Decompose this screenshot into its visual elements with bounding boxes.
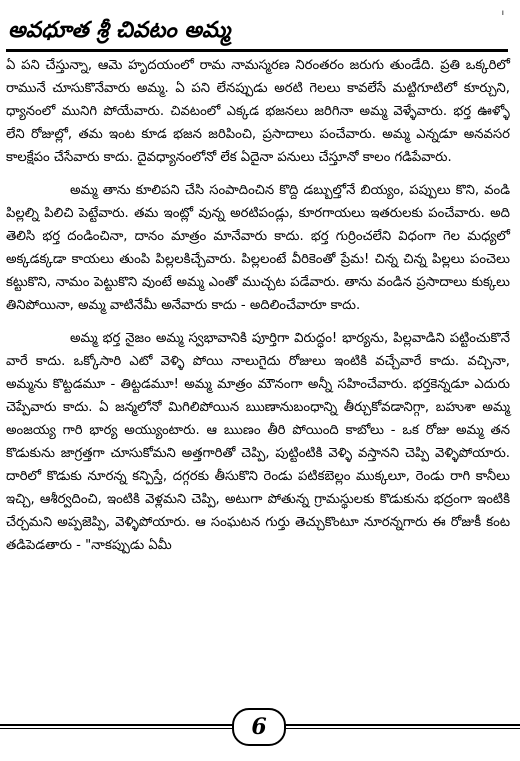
running-header xyxy=(6,8,508,52)
paragraph-2: అమ్మ తాను కూలిపని చేసి సంపాదించిన కొద్ది డబ్బుల్తోనే బియ్యం, పప్పులు కొని, వండి పిల్లల్ని పిలిచి పెట్టేవారు. తమ ఇంట్లో వున్న అరటిపండ్లు, కూరగాయలు ఇతరులకు పంచేవారు. అది తెలిసి భర్త దండించినా, దానం మాత్రం మానేవారు కాదు. భర్త గుర్రించలేని విధంగా గెల మధ్యలో అక్కడక్కడా కాయలు తుంపి పిల్లలకిచ్చేవారు. పిల్లలంటే వీరికెంతో ప్రేమ! చిన్న చిన్న పిల్లలు పంచెలు కట్టుకొని, నామం పెట్టుకొని వుంటే అమ్మ ఎంతో ముచ్చట పడేవారు. తాను వండిన ప్రసాదాలు కుక్కలు తినిపోయినా, అమ్మ వాటినేమీ అనేవారు కాదు - అదిలించేవారూ కాదు. xyxy=(6,183,510,313)
book-title: అవధూత శ్రీ చివటం అమ్మ xyxy=(8,18,231,43)
paragraph-3: అమ్మ భర్త నైజం అమ్మ స్వభావానికి పూర్తిగా విరుద్ధం! భార్యను, పిల్లవాడిని పట్టించుకొనే వారే కాదు. ఒక్కోసారి ఎటో వెళ్ళి పోయి నాలుగైదు రోజులు ఇంటికి వచ్చేవారే కాదు. వచ్చినా, అమ్మను కొట్టడమూ - తిట్టడమూ! అమ్మ మాత్రం మౌనంగా అన్నీ సహించేవారు. భర్తకెన్నడూ ఎదురు చెప్పేవారు కాదు. ఏ జన్మలోనో మిగిలిపోయిన ఋణానుబంధాన్ని తీర్చుకోవడానిగ్గా, బహుశా అమ్మ అంజయ్య గారి భార్య అయ్యుంటారు. ఆ ఋణం తీరి పోయింది కాబోలు - ఒక రోజు అమ్మ తన కొడుకును జాగ్రత్తగా చూసుకోమని అత్తగారితో చెప్పి, పుట్టింటికి వెళ్ళి వస్తానని చెప్పి వెళ్ళిపోయారు. దారిలో కొడుకు నూరన్న కన్పిస్తే, దగ్గరకు తీసుకొని రెండు పటికబెల్లం ముక్కలూ, రెండు రాగి కానీలు ఇచ్చి, ఆశీర్వదించి, ఇంటికి వెళ్లమని చెప్పి, అటుగా పోతున్న గ్రామస్థులకు కొడుకును భద్రంగా ఇంటికి చేర్చమని అప్పజెప్పి, వెళ్ళిపోయారు. ఆ సంఘటన గుర్తు తెచ్చుకొంటూ నూరన్నగారు ఈ రోజుకీ కంట తడిపెడతారు - "నాకప్పుడు ఏమీ xyxy=(6,331,510,553)
corner-mark: ı xyxy=(501,8,504,17)
page-footer xyxy=(0,706,520,746)
page-body xyxy=(6,54,510,557)
page-number: 6 xyxy=(232,708,286,746)
paragraph-1: ఏ పని చేస్తున్నా, ఆమె హృదయంలో రామ నామస్మరణ నిరంతరం జరుగు తుండేది. ప్రతి ఒక్కరిలో రామునే చూసుకొనేవారు అమ్మ. ఏ పని లేనప్పుడు అరటి గెలలు కావలేసే మట్టిగూటిలో కూర్చుని, ధ్యానంలో మునిగి పోయేవారు. చివటంలో ఎక్కడ భజనలు జరిగినా అమ్మ వెళ్ళేవారు. భర్త ఊళ్ళో లేని రోజుల్లో, తమ ఇంట కూడ భజన జరిపించి, ప్రసాదాలు పంచేవారు. అమ్మ ఎన్నడూ అనవసర కాలక్షేపం చేసేవారు కాదు. దైవధ్యానంలోనో లేక ఏదైనా పనులు చేస్తూనో కాలం గడిపేవారు. xyxy=(6,58,510,165)
